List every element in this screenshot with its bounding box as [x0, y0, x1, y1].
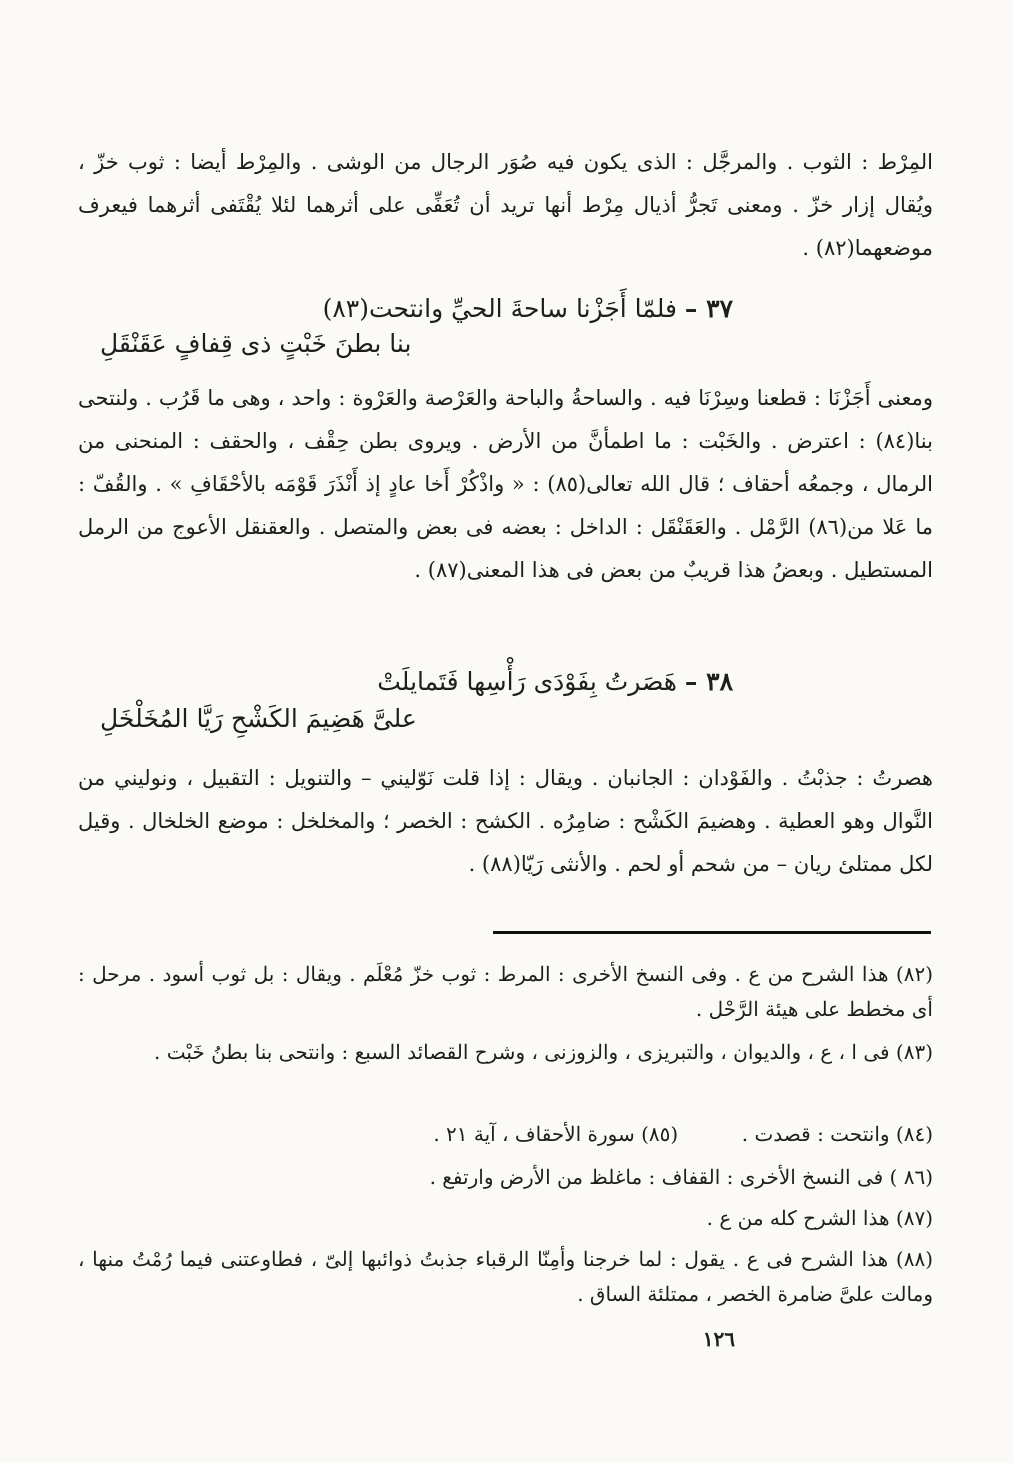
verse-37-number: ٣٧ –: [684, 294, 733, 323]
footnote-86: (٨٦ ) فى النسخ الأخرى : القفاف : ماغلظ من الأرض وارتفع .: [429, 1165, 933, 1189]
verse-38-hemistich-1: [377, 663, 733, 701]
footnote-82: (٨٢) هذا الشرح من ع . وفى النسخ الأخرى : المرط : ثوب خزّ مُعْلَم . ويقال : بل ثوب أسود . مرحل : أى مخطط على هيئة الرَّحْل .: [78, 962, 933, 1021]
footnote-88: (٨٨) هذا الشرح فى ع . يقول : لما خرجنا وأمِنّا الرقباء جذبتُ ذوائبها إلىّ ، فطاوعتنى فيما رُمْتُ منها ، ومالت علىَّ ضامرة الخصر ، ممتلئة الساق .: [78, 1247, 933, 1306]
footnote-87: (٨٧) هذا الشرح كله من ع .: [706, 1206, 933, 1230]
commentary-paragraph-3: هصرتُ : جذبْتُ . والفَوْدان : الجانبان . ويقال : إذا قلت نَوّليني – والتنويل : التقبيل ، ونوليني من النَّوال وهو العطية . وهضيمَ الكَشْح : ضامِرُه . الكشح : الخصر ؛ والمخلخل : موضع الخلخال . وقيل لكل ممتلئ ريان – من شحم أو لحم . والأنثى رَيّا(٨٨) .: [78, 766, 933, 876]
verse-38-hemistich-2: علىَّ هَضِيمَ الكَشْحِ رَيَّا المُخَلْخَلِ: [100, 704, 417, 733]
footnote-84-85: (٨٤) وانتحت : قصدت . (٨٥) سورة الأحقاف ، آية ٢١ .: [433, 1122, 933, 1146]
verse-38-first-half: هَصَرتُ بِفَوْدَى رَأْسِها فَتَمايلَتْ: [377, 667, 677, 696]
verse-38-number: ٣٨ –: [684, 667, 733, 696]
footnote-divider: [493, 931, 931, 934]
commentary-paragraph-1: المِرْط : الثوب . والمرجَّل : الذى يكون فيه صُوَر الرجال من الوشى . والمِرْط أيضا : ثوب خزّ ، ويُقال إزار خزّ . ومعنى تَجرُّ أذيال مِرْط أنها تريد أن تُعَفِّى على أثرهما لئلا يُقْتَفى أثرهما فيعرف موضعهما(٨٢) .: [78, 150, 933, 260]
commentary-paragraph-2: ومعنى أَجَزْنَا : قطعنا وسِرْنَا فيه . والساحةُ والباحة والعَرْصة والعَرْوة : واحد ، وهى ما قَرُب . ولنتحى بنا(٨٤) : اعترض . والخَبْت : ما اطمأنَّ من الأرض . ويروى بطن حِقْف ، والحقف : المنحنى من الرمال ، وجمعُه أحقاف ؛ قال الله تعالى(٨٥) : « واذْكُرْ أَخا عادٍ إذ أَنْذَرَ قَوْمَه بالأحْقَافِ » . والقُفّ : ما عَلا من(٨٦) الرَّمْل . والعَقَنْقَل : الداخل : بعضه فى بعض والمتصل . والعقنقل الأعوج من الرمل المستطيل . وبعضُ هذا قريبٌ من بعض فى هذا المعنى(٨٧) .: [78, 386, 933, 582]
verse-37-hemistich-2: بنا بطنَ خَبْتٍ ذى قِفافٍ عَقَنْقَلِ: [100, 329, 412, 358]
page-number: ١٢٦: [702, 1327, 735, 1351]
verse-37-first-half: فلمّا أَجَزْنا ساحةَ الحيِّ وانتحت(٨٣): [322, 294, 677, 323]
footnote-83: (٨٣) فى ا ، ع ، والديوان ، والتبريزى ، والزوزنى ، وشرح القصائد السبع : وانتحى بنا بطنُ خَبْت .: [154, 1040, 933, 1064]
verse-37-hemistich-1: [323, 290, 733, 328]
